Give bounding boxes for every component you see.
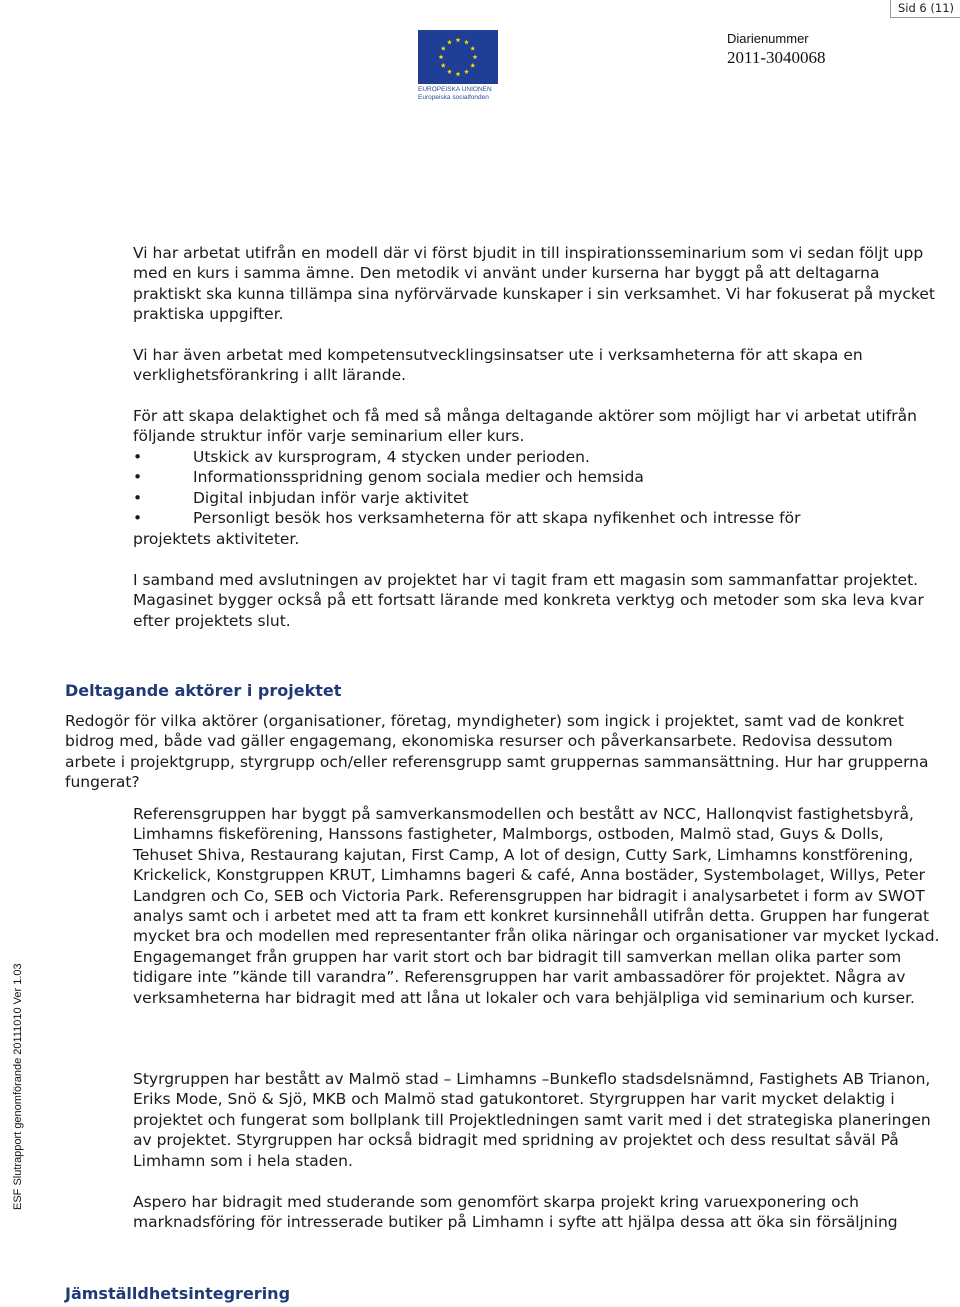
list-item-text: Informationsspridning genom sociala medier och hemsida xyxy=(193,468,644,487)
paragraph-competence: Vi har även arbetat med kompetensutvecklingsinsatser ute i verksamheterna för att skapa en verklighetsförankring i allt lärande. xyxy=(133,346,863,385)
eu-star-icon xyxy=(473,54,478,59)
eu-star-icon xyxy=(439,54,444,59)
eu-logo-line2: Europeiska socialfonden xyxy=(418,93,489,101)
eu-star-icon xyxy=(456,37,461,42)
eu-star-icon xyxy=(464,40,469,45)
bullet-icon: • xyxy=(133,488,143,507)
list-item xyxy=(133,467,948,487)
section-heading-actors: Deltagande aktörer i projektet xyxy=(65,681,342,700)
eu-logo xyxy=(418,30,498,101)
list-item-text: Personligt besök hos verksamheterna för att skapa nyfikenhet och intresse för xyxy=(193,509,801,528)
eu-star-icon xyxy=(447,40,452,45)
list-item-text: Utskick av kursprogram, 4 stycken under perioden. xyxy=(193,448,590,466)
bullet-icon: • xyxy=(133,509,143,528)
eu-star-icon xyxy=(470,63,475,68)
diarie-label: Diarienummer xyxy=(727,31,809,46)
eu-star-icon xyxy=(464,69,469,74)
paragraph-prompt: Redogör för vilka aktörer (organisationer, företag, myndigheter) som ingick i projektet, samt vad de konkret bidrog med, både vad gäller engagemang, ekonomiska resurser och påverkansarbete. Redovisa dessutom arbete i projektgrupp, styrgrupp och/eller referensgrupp samt gruppernas sammansättning. Hur har grupperna fungerat? xyxy=(65,712,929,792)
eu-star-icon xyxy=(470,46,475,51)
list-item xyxy=(133,508,948,528)
bullet-continuation: projektets aktiviteter. xyxy=(133,530,300,548)
page-indicator: Sid 6 (11) xyxy=(890,0,960,18)
bullet-icon: • xyxy=(133,468,143,487)
eu-star-icon xyxy=(447,69,452,74)
diarie-number: 2011-3040068 xyxy=(727,48,826,67)
eu-logo-text xyxy=(418,86,498,101)
paragraph-reference-group: Referensgruppen har byggt på samverkansmodellen och bestått av NCC, Hallonqvist fastighetsbyrå, Limhamns fiskeförening, Hanssons fastigheter, Malmborgs, ostboden, Malmö stad, Guys & Dolls, Tehuset Shiva, Restaurang kajutan, First Camp, A lot of design, Cutty Sark, Limhamns konstförening, Krickelick, Konstgruppen KRUT, Limhamns bageri & café, Anna bostäder, Systembolaget, Willys, Peter Landgren och Co, SEB och Victoria Park. Referensgruppen har bidragit i analysarbetet i form av SWOT analys samt och i arbetet med att ta fram ett konkret kursinnehåll utifrån detta. Gruppen har fungerat mycket bra och modellen med representanter från olika näringar och organisationer var mycket lyckad. Engagemanget från gruppen har varit stort och bar bidragit till samverkan mellan olika parter som tidigare inte ”kände till varandra”. Referensgruppen har varit ambassadörer för projektet. Några av verksamheterna har bidragit med att låna ut lokaler och vara behjälpliga vid seminarium och kurser. xyxy=(133,805,940,1007)
bullet-icon: • xyxy=(133,448,143,466)
paragraph-magazine: I samband med avslutningen av projektet har vi tagit fram ett magasin som sammanfattar projektet. Magasinet bygger också på ett fortsatt lärande med konkreta verktyg och metoder som ska leva kvar efter projektets slut. xyxy=(133,571,924,630)
list-item-text: Digital inbjudan inför varje aktivitet xyxy=(193,488,469,507)
side-footer-text: ESF Slutrapport genomförande 20111010 Ver 1.03 xyxy=(12,963,24,1210)
list-item xyxy=(133,488,948,508)
paragraph-structure: För att skapa delaktighet och få med så många deltagande aktörer som möjligt har vi arbetat utifrån följande struktur inför varje seminarium eller kurs. xyxy=(133,407,917,446)
paragraph-model: Vi har arbetat utifrån en modell där vi först bjudit in till inspirationsseminarium som vi sedan följt upp med en kurs i samma ämne. Den metodik vi använt under kurserna har byggt på att deltagarna praktiskt ska kunna tillämpa sina nyförvärvade kunskaper i sin verksamhet. Vi har fokuserat på mycket praktiska uppgifter. xyxy=(133,244,935,324)
eu-flag-icon xyxy=(418,30,498,84)
eu-star-icon xyxy=(441,46,446,51)
paragraph-steering-group: Styrgruppen har bestått av Malmö stad – Limhamns –Bunkeflo stadsdelsnämnd, Fastighets AB Trianon, Eriks Mode, Snö & Sjö, MKB och Malmö stad gatukontoret. Styrgruppen har varit mycket delaktig i projektet och fungerat som bollplank till Projektledningen samt varit med i det strategiska planeringen av projektet. Styrgruppen har också bidragit med spridning av projektet och dess resultat såväl På Limhamn som i hela staden. xyxy=(133,1070,931,1170)
paragraph-aspero: Aspero har bidragit med studerande som genomfört skarpa projekt kring varuexponering och marknadsföring för intresserade butiker på Limhamn i syfte att hjälpa dessa att öka sin försäljning xyxy=(133,1193,898,1232)
section-heading-gender: Jämställdhetsintegrering xyxy=(65,1284,291,1303)
eu-logo-line1: EUROPEISKA UNIONEN xyxy=(418,86,492,93)
eu-star-icon xyxy=(456,71,461,76)
list-item xyxy=(133,447,948,467)
diarie-block xyxy=(727,31,826,68)
bullet-list xyxy=(133,447,948,529)
eu-star-icon xyxy=(441,63,446,68)
